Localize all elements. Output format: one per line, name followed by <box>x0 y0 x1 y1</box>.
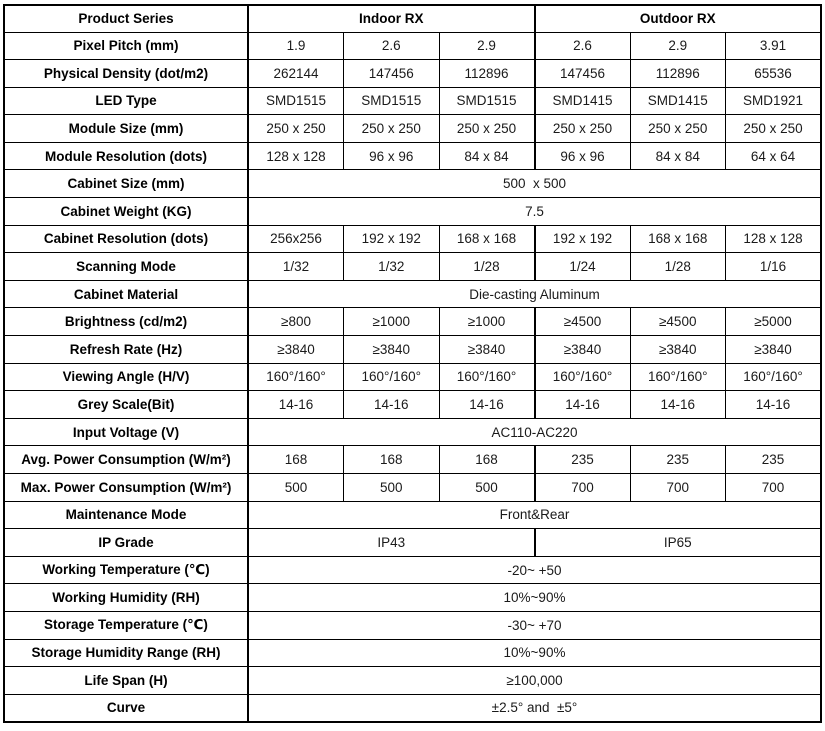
value-cell: ≥3840 <box>439 336 535 364</box>
value-cell: 84 x 84 <box>439 142 535 170</box>
value-cell: 160°/160° <box>535 363 631 391</box>
row-label: Module Resolution (dots) <box>4 142 248 170</box>
row-label: Working Temperature (℃) <box>4 556 248 584</box>
value-cell: 500 <box>248 474 344 502</box>
value-cell: ≥1000 <box>344 308 440 336</box>
table-row <box>4 253 821 281</box>
value-cell: ±2.5° and ±5° <box>248 694 821 722</box>
value-cell: 96 x 96 <box>344 142 440 170</box>
value-cell: Die-casting Aluminum <box>248 280 821 308</box>
table-row <box>4 142 821 170</box>
value-cell: 112896 <box>630 60 726 88</box>
value-cell: 128 x 128 <box>248 142 344 170</box>
row-label: Life Span (H) <box>4 667 248 695</box>
header-outdoor-rx: Outdoor RX <box>535 5 822 32</box>
value-cell: 147456 <box>535 60 631 88</box>
value-cell: 700 <box>726 474 822 502</box>
row-label: Maintenance Mode <box>4 501 248 529</box>
table-row <box>4 336 821 364</box>
row-label: Pixel Pitch (mm) <box>4 32 248 60</box>
value-cell: 168 x 168 <box>439 225 535 253</box>
value-cell: 3.91 <box>726 32 822 60</box>
table-row <box>4 694 821 722</box>
table-row <box>4 446 821 474</box>
value-cell: 168 <box>344 446 440 474</box>
table-row <box>4 556 821 584</box>
value-cell: 112896 <box>439 60 535 88</box>
value-cell: ≥4500 <box>630 308 726 336</box>
value-cell: 2.9 <box>630 32 726 60</box>
value-cell: 14-16 <box>248 391 344 419</box>
row-label: Scanning Mode <box>4 253 248 281</box>
value-cell: 168 <box>248 446 344 474</box>
row-label: Input Voltage (V) <box>4 418 248 446</box>
value-cell: 65536 <box>726 60 822 88</box>
row-label: Curve <box>4 694 248 722</box>
table-row <box>4 584 821 612</box>
row-label: Module Size (mm) <box>4 115 248 143</box>
value-cell: ≥3840 <box>248 336 344 364</box>
value-cell: 160°/160° <box>248 363 344 391</box>
value-cell: 147456 <box>344 60 440 88</box>
value-cell: 64 x 64 <box>726 142 822 170</box>
row-label: Working Humidity (RH) <box>4 584 248 612</box>
value-cell: 250 x 250 <box>439 115 535 143</box>
value-cell: 250 x 250 <box>344 115 440 143</box>
value-cell: 192 x 192 <box>535 225 631 253</box>
value-cell: -20~ +50 <box>248 556 821 584</box>
spec-table-body <box>4 32 821 722</box>
table-row <box>4 60 821 88</box>
row-label: LED Type <box>4 87 248 115</box>
row-label: Brightness (cd/m2) <box>4 308 248 336</box>
table-row <box>4 639 821 667</box>
table-row <box>4 611 821 639</box>
row-label: Grey Scale(Bit) <box>4 391 248 419</box>
value-cell: 14-16 <box>439 391 535 419</box>
value-cell: ≥1000 <box>439 308 535 336</box>
table-row <box>4 363 821 391</box>
value-cell: Front&Rear <box>248 501 821 529</box>
value-cell: 14-16 <box>630 391 726 419</box>
row-label: Cabinet Resolution (dots) <box>4 225 248 253</box>
value-cell: ≥3840 <box>344 336 440 364</box>
value-cell: 10%~90% <box>248 584 821 612</box>
table-header-row <box>4 5 821 32</box>
row-label: IP Grade <box>4 529 248 557</box>
value-cell: IP65 <box>535 529 822 557</box>
value-cell: 2.9 <box>439 32 535 60</box>
value-cell: 1.9 <box>248 32 344 60</box>
value-cell: 700 <box>630 474 726 502</box>
value-cell: SMD1515 <box>344 87 440 115</box>
value-cell: ≥3840 <box>726 336 822 364</box>
table-row <box>4 198 821 226</box>
value-cell: 1/28 <box>439 253 535 281</box>
value-cell: 168 <box>439 446 535 474</box>
value-cell: 500 x 500 <box>248 170 821 198</box>
table-row <box>4 308 821 336</box>
value-cell: 235 <box>535 446 631 474</box>
value-cell: 168 x 168 <box>630 225 726 253</box>
value-cell: ≥800 <box>248 308 344 336</box>
value-cell: 250 x 250 <box>535 115 631 143</box>
table-row <box>4 225 821 253</box>
value-cell: ≥4500 <box>535 308 631 336</box>
table-row <box>4 170 821 198</box>
value-cell: 1/32 <box>248 253 344 281</box>
value-cell: SMD1921 <box>726 87 822 115</box>
value-cell: 2.6 <box>535 32 631 60</box>
value-cell: 500 <box>439 474 535 502</box>
table-row <box>4 280 821 308</box>
value-cell: 256x256 <box>248 225 344 253</box>
row-label: Refresh Rate (Hz) <box>4 336 248 364</box>
value-cell: 160°/160° <box>439 363 535 391</box>
value-cell: 1/16 <box>726 253 822 281</box>
value-cell: SMD1415 <box>630 87 726 115</box>
value-cell: 1/32 <box>344 253 440 281</box>
table-row <box>4 32 821 60</box>
value-cell: 1/24 <box>535 253 631 281</box>
row-label: Storage Temperature (℃) <box>4 611 248 639</box>
value-cell: 2.6 <box>344 32 440 60</box>
value-cell: -30~ +70 <box>248 611 821 639</box>
table-row <box>4 115 821 143</box>
row-label: Cabinet Size (mm) <box>4 170 248 198</box>
value-cell: 160°/160° <box>630 363 726 391</box>
table-row <box>4 418 821 446</box>
value-cell: SMD1415 <box>535 87 631 115</box>
value-cell: SMD1515 <box>248 87 344 115</box>
value-cell: 1/28 <box>630 253 726 281</box>
header-product-series: Product Series <box>4 5 248 32</box>
value-cell: 235 <box>630 446 726 474</box>
value-cell: SMD1515 <box>439 87 535 115</box>
value-cell: 10%~90% <box>248 639 821 667</box>
value-cell: IP43 <box>248 529 535 557</box>
value-cell: 250 x 250 <box>726 115 822 143</box>
value-cell: ≥100,000 <box>248 667 821 695</box>
value-cell: 7.5 <box>248 198 821 226</box>
value-cell: 14-16 <box>535 391 631 419</box>
value-cell: 96 x 96 <box>535 142 631 170</box>
table-row <box>4 87 821 115</box>
value-cell: 84 x 84 <box>630 142 726 170</box>
value-cell: ≥3840 <box>630 336 726 364</box>
value-cell: 500 <box>344 474 440 502</box>
value-cell: ≥5000 <box>726 308 822 336</box>
row-label: Physical Density (dot/m2) <box>4 60 248 88</box>
value-cell: 235 <box>726 446 822 474</box>
value-cell: 160°/160° <box>344 363 440 391</box>
value-cell: 128 x 128 <box>726 225 822 253</box>
value-cell: 250 x 250 <box>630 115 726 143</box>
row-label: Avg. Power Consumption (W/m²) <box>4 446 248 474</box>
header-indoor-rx: Indoor RX <box>248 5 535 32</box>
value-cell: 700 <box>535 474 631 502</box>
table-row <box>4 667 821 695</box>
row-label: Viewing Angle (H/V) <box>4 363 248 391</box>
value-cell: 192 x 192 <box>344 225 440 253</box>
value-cell: 14-16 <box>726 391 822 419</box>
table-row <box>4 501 821 529</box>
value-cell: 14-16 <box>344 391 440 419</box>
table-row <box>4 529 821 557</box>
value-cell: ≥3840 <box>535 336 631 364</box>
table-row <box>4 391 821 419</box>
value-cell: 250 x 250 <box>248 115 344 143</box>
product-spec-table <box>3 4 822 723</box>
value-cell: 262144 <box>248 60 344 88</box>
table-row <box>4 474 821 502</box>
row-label: Storage Humidity Range (RH) <box>4 639 248 667</box>
row-label: Cabinet Material <box>4 280 248 308</box>
row-label: Cabinet Weight (KG) <box>4 198 248 226</box>
value-cell: 160°/160° <box>726 363 822 391</box>
row-label: Max. Power Consumption (W/m²) <box>4 474 248 502</box>
value-cell: AC110-AC220 <box>248 418 821 446</box>
